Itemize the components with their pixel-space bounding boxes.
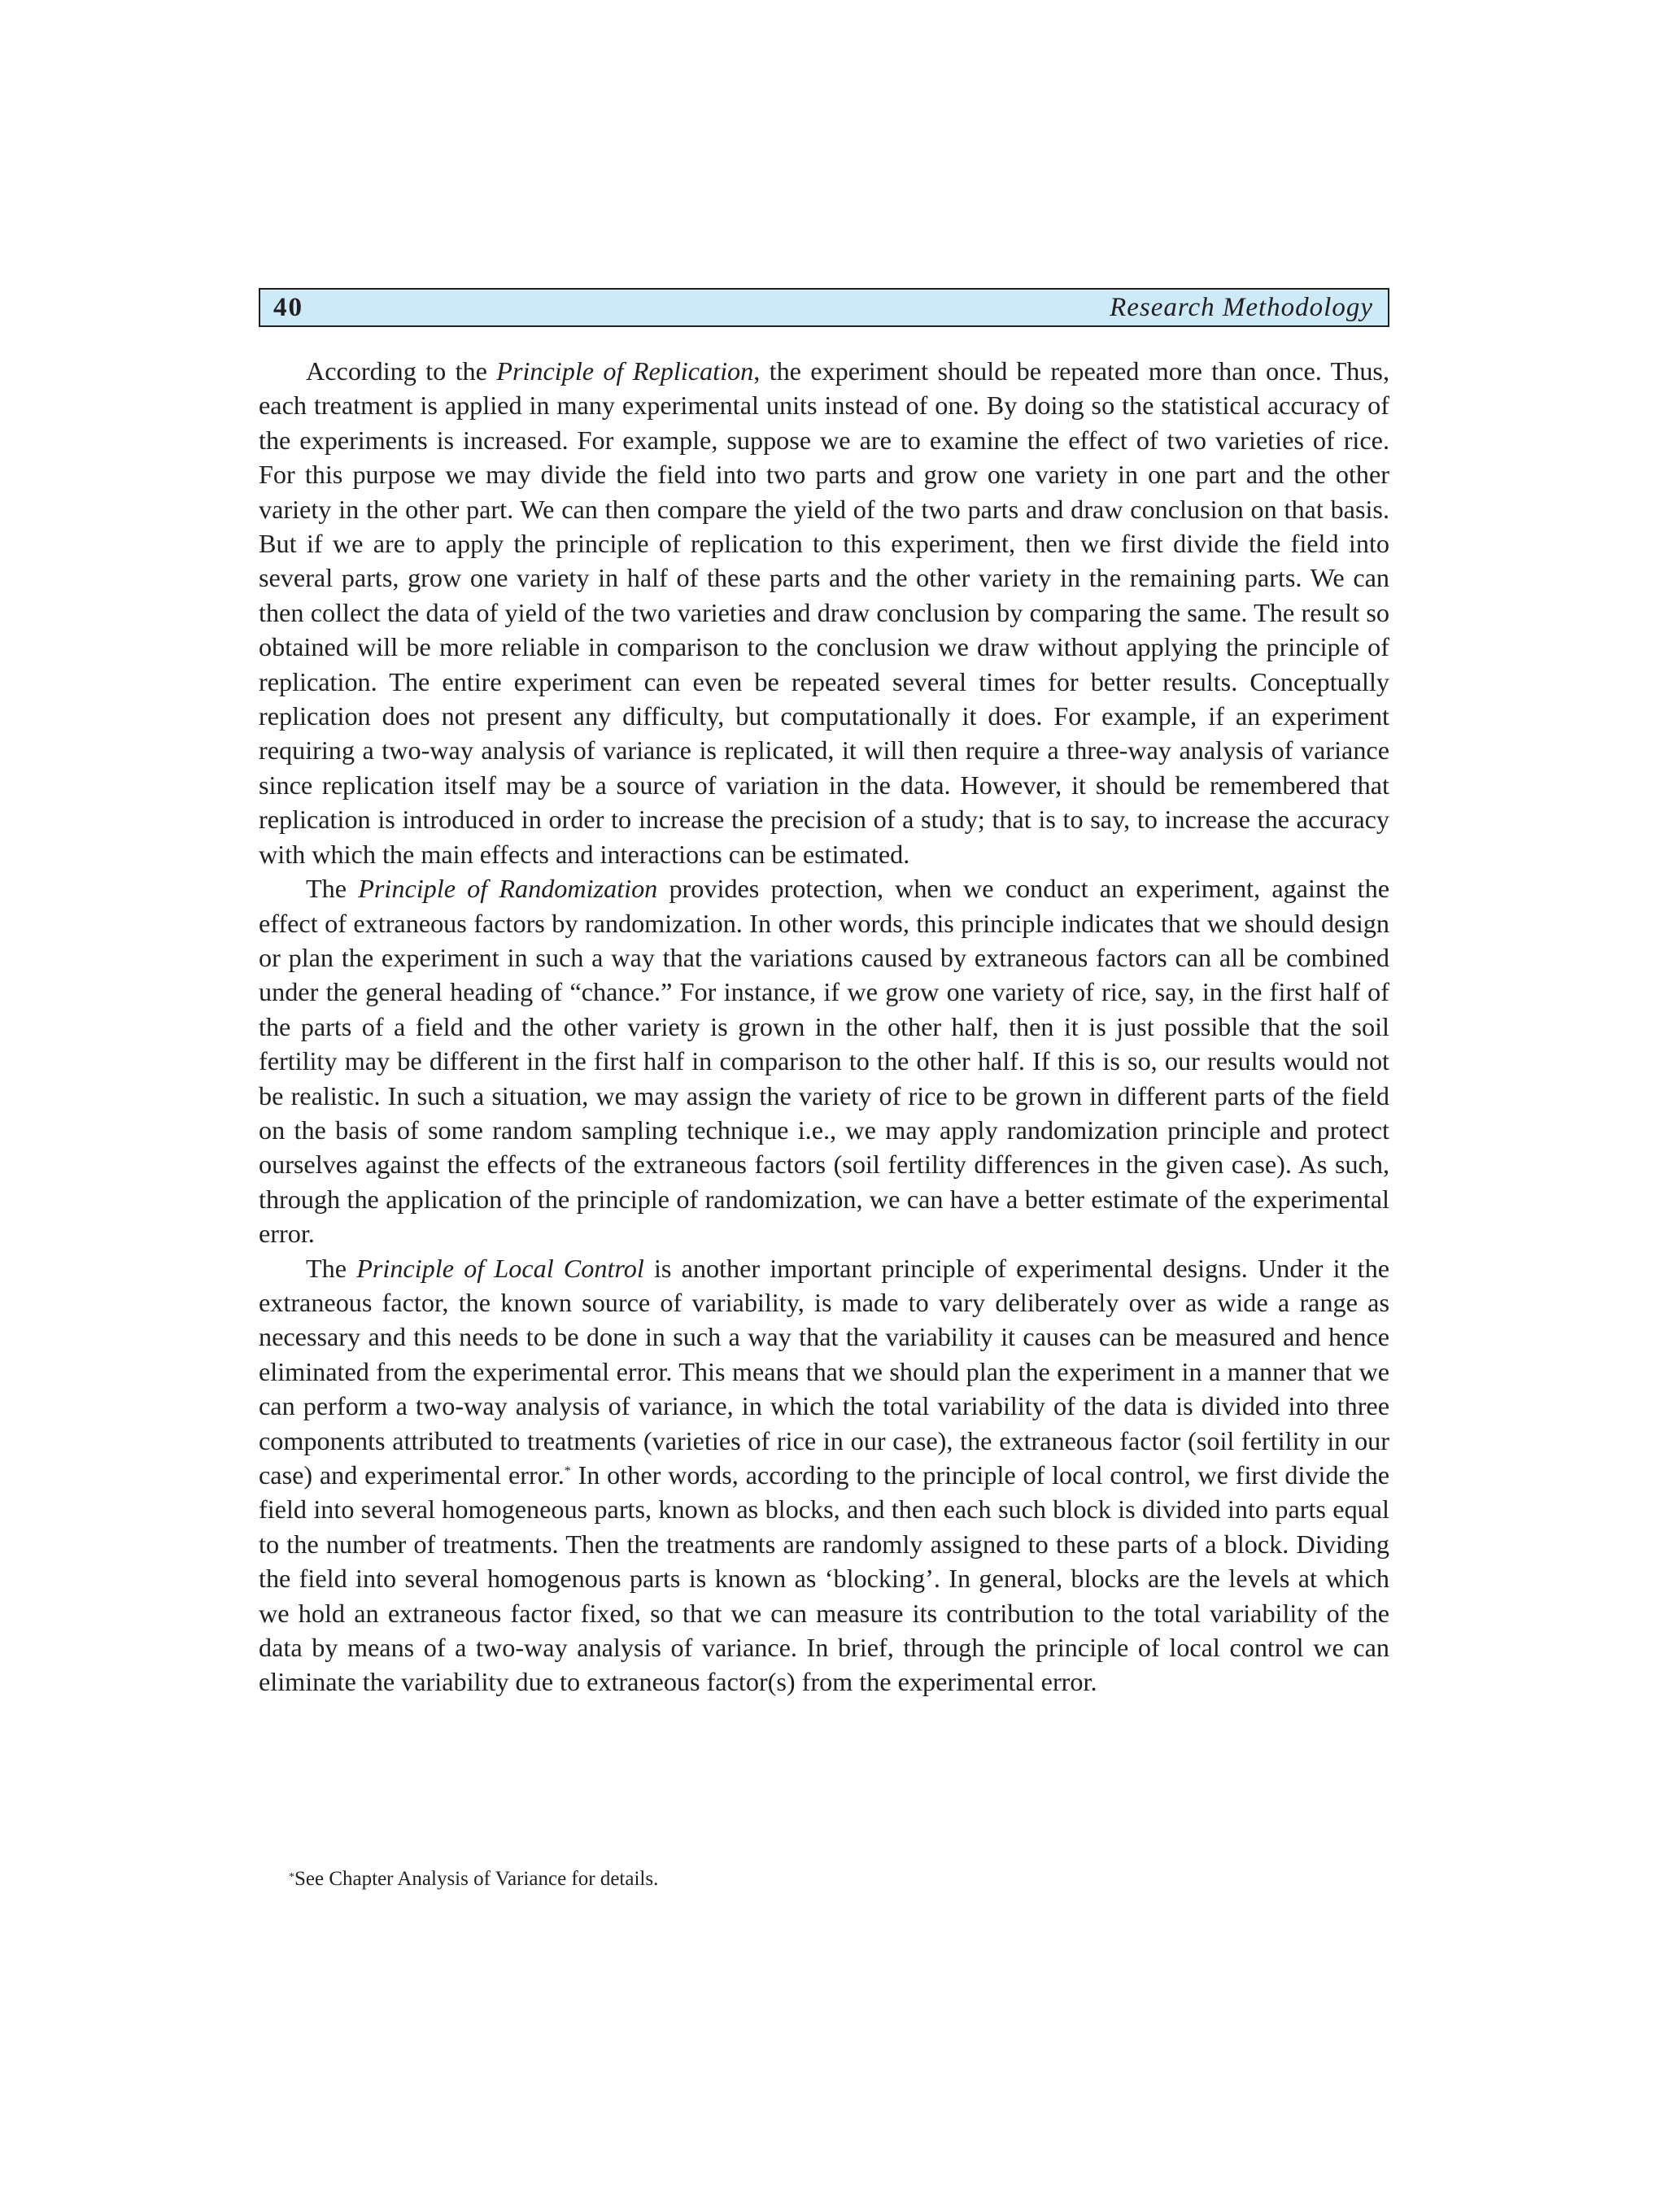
paragraph-randomization <box>259 871 1389 1250</box>
paragraph-lead: According to the <box>306 356 497 386</box>
paragraph-lead: The <box>306 1253 357 1283</box>
running-header <box>259 288 1389 327</box>
body-text <box>259 354 1389 1699</box>
footnote-reference-mark[interactable]: * <box>564 1464 571 1478</box>
paragraph-body: , the experiment should be repeated more than once. Thus, each treatment is applied in many experimental units instead of one. By doing so the statistical accuracy of the experiments is increased. For example, suppose we are to examine the effect of two varieties of rice. For this purpose we may divide the field into two parts and grow one variety in one part and the other variety in the other part. We can then compare the yield of the two parts and draw conclusion on that basis. But if we are to apply the principle of replication to this experiment, then we first divide the field into several parts, grow one variety in half of these parts and the other variety in the remaining parts. We can then collect the data of yield of the two varieties and draw conclusion by comparing the same. The result so obtained will be more reliable in comparison to the conclusion we draw without applying the principle of replication. The entire experiment can even be repeated several times for better results. Conceptually replication does not present any difficulty, but computationally it does. For example, if an experiment requiring a two-way analysis of variance is replicated, it will then require a three-way analysis of variance since replication itself may be a source of variation in the data. However, it should be remembered that replication is introduced in order to increase the precision of a study; that is to say, to increase the accuracy with which the main effects and interactions can be estimated. <box>259 356 1390 869</box>
paragraph-body: provides protection, when we conduct an experiment, against the effect of extraneous factors by randomization. In other words, this principle indicates that we should design or plan the experiment in such a way that the variations caused by extraneous factors can all be combined under the general heading of “chance.” For instance, if we grow one variety of rice, say, in the first half of the parts of a field and the other variety is grown in the other half, then it is just possible that the soil fertility may be different in the first half in comparison to the other half. If this is so, our results would not be realistic. In such a situation, we may assign the variety of rice to be grown in different parts of the field on the basis of some random sampling technique i.e., we may apply randomization principle and protect ourselves against the effects of the extraneous factors (soil fertility differences in the given case). As such, through the application of the principle of randomization, we can have a better estimate of the experimental error. <box>259 874 1390 1249</box>
footnote-mark: * <box>289 1871 294 1883</box>
running-title: Research Methodology <box>1110 292 1373 322</box>
paragraph-local-control <box>259 1251 1389 1699</box>
paragraph-replication <box>259 354 1389 871</box>
term-principle-of-replication: Principle of Replication <box>496 356 754 386</box>
paragraph-lead: The <box>306 874 359 904</box>
footnote-text: See Chapter Analysis of Variance for details. <box>294 1868 659 1890</box>
term-principle-of-randomization: Principle of Randomization <box>358 874 658 904</box>
footnote <box>289 1866 658 1892</box>
paragraph-body: is another important principle of experimental designs. Under it the extraneous factor, the known source of variability, is made to vary deliberately over as wide a range as necessary and this needs to be done in such a way that the variability it causes can be measured and hence eliminated from the experimental error. This means that we should plan the experiment in a manner that we can perform a two-way analysis of variance, in which the total variability of the data is divided into three components attributed to treatments (varieties of rice in our case), the extraneous factor (soil fertility in our case) and experimental error. <box>259 1253 1389 1490</box>
paragraph-body-continued: In other words, according to the principle of local control, we first divide the field into several homogeneous parts, known as blocks, and then each such block is divided into parts equal to the number of treatments. Then the treatments are randomly assigned to these parts of a block. Dividing the field into several homogenous parts is known as ‘blocking’. In general, blocks are the levels at which we hold an extraneous factor fixed, so that we can measure its contribution to the total variability of the data by means of a two-way analysis of variance. In brief, through the principle of local control we can eliminate the variability due to extraneous factor(s) from the experimental error. <box>259 1460 1389 1697</box>
term-principle-of-local-control: Principle of Local Control <box>356 1253 644 1283</box>
page-number: 40 <box>273 292 303 322</box>
